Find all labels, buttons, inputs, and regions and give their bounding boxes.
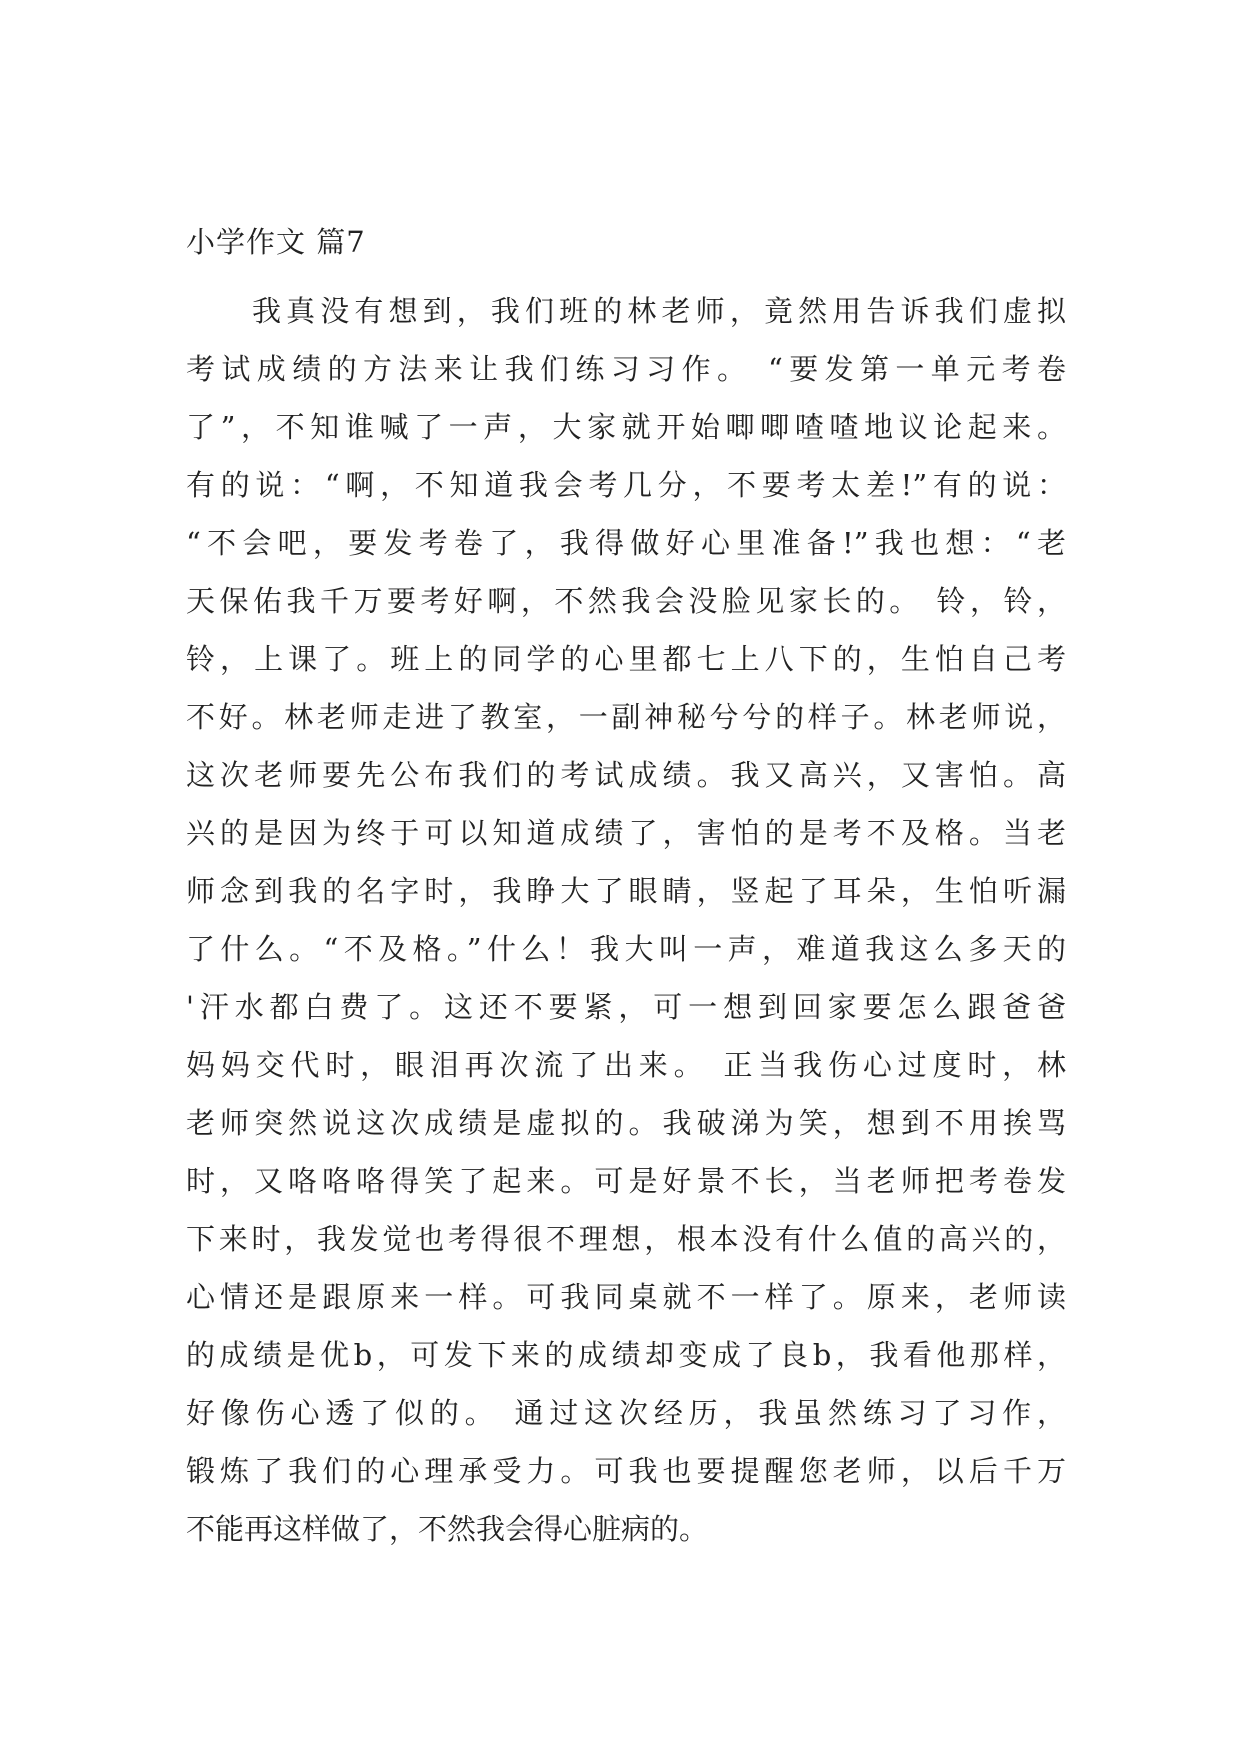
text-line: 的成绩是优b，可发下来的成绩却变成了良b，我看他那样， <box>186 1338 1066 1372</box>
text-line: 师念到我的名字时，我睁大了眼睛，竖起了耳朵，生怕听漏 <box>186 874 1066 908</box>
essay-heading: 小学作文 篇7 <box>186 225 366 259</box>
text-line: 锻炼了我们的心理承受力。可我也要提醒您老师，以后千万 <box>186 1454 1066 1488</box>
text-line: '汗水都白费了。这还不要紧，可一想到回家要怎么跟爸爸 <box>186 990 1066 1024</box>
text-line: 不能再这样做了，不然我会得心脏病的。 <box>186 1512 709 1546</box>
essay-body <box>186 282 1066 1558</box>
text-line: 时，又咯咯咯得笑了起来。可是好景不长，当老师把考卷发 <box>186 1164 1066 1198</box>
text-line: 了”，不知谁喊了一声，大家就开始唧唧喳喳地议论起来。 <box>186 410 1066 444</box>
text-line: 好像伤心透了似的。 通过这次经历，我虽然练习了习作， <box>186 1396 1066 1430</box>
text-line: 妈妈交代时，眼泪再次流了出来。 正当我伤心过度时，林 <box>186 1048 1066 1082</box>
text-line: 下来时，我发觉也考得很不理想，根本没有什么值的高兴的， <box>186 1222 1066 1256</box>
text-line: “不会吧，要发考卷了，我得做好心里准备!”我也想：“老 <box>186 526 1066 560</box>
text-line: 心情还是跟原来一样。可我同桌就不一样了。原来，老师读 <box>186 1280 1066 1314</box>
text-line: 兴的是因为终于可以知道成绩了，害怕的是考不及格。当老 <box>186 816 1066 850</box>
text-line: 天保佑我千万要考好啊，不然我会没脸见家长的。 铃，铃， <box>186 584 1066 618</box>
text-line: 铃，上课了。班上的同学的心里都七上八下的，生怕自己考 <box>186 642 1066 676</box>
text-line: 有的说：“啊，不知道我会考几分，不要考太差!”有的说： <box>186 468 1066 502</box>
text-line: 这次老师要先公布我们的考试成绩。我又高兴，又害怕。高 <box>186 758 1066 792</box>
text-line: 我真没有想到，我们班的林老师，竟然用告诉我们虚拟 <box>252 294 1066 328</box>
text-line: 老师突然说这次成绩是虚拟的。我破涕为笑，想到不用挨骂 <box>186 1106 1066 1140</box>
text-line: 考试成绩的方法来让我们练习习作。 “要发第一单元考卷 <box>186 352 1066 386</box>
text-line: 了什么。“不及格。”什么！我大叫一声，难道我这么多天的 <box>186 932 1066 966</box>
text-line: 不好。林老师走进了教室，一副神秘兮兮的样子。林老师说， <box>186 700 1066 734</box>
